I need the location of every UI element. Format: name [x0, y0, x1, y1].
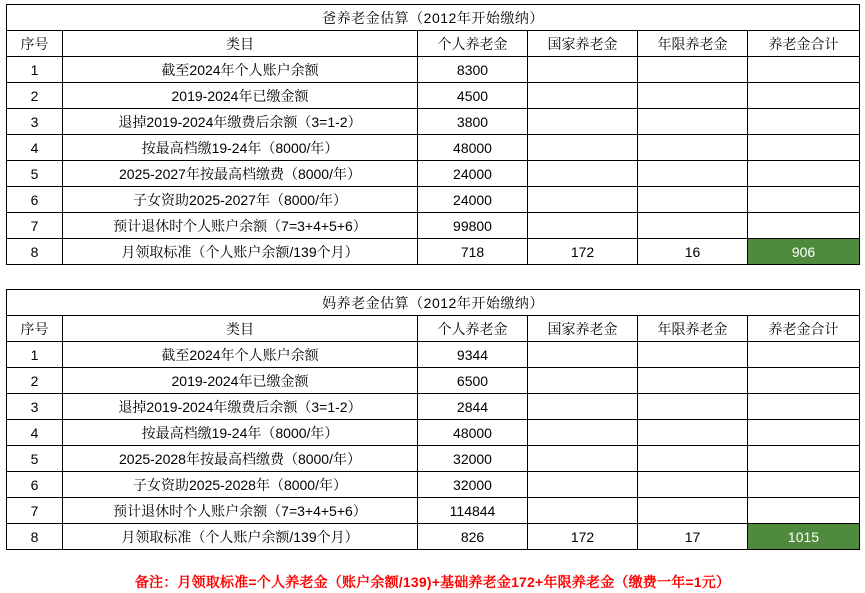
cell-years: [638, 187, 748, 213]
cell-category: 月领取标准（个人账户余额/139个月）: [63, 524, 418, 550]
cell-years: [638, 420, 748, 446]
cell-years: [638, 446, 748, 472]
cell-sum: [748, 420, 860, 446]
cell-no: 7: [7, 213, 63, 239]
cell-category: 2025-2027年按最高档缴费（8000/年）: [63, 161, 418, 187]
cell-years: [638, 135, 748, 161]
cell-category: 2019-2024年已缴金额: [63, 368, 418, 394]
cell-years: [638, 161, 748, 187]
cell-sum: [748, 57, 860, 83]
cell-years: [638, 83, 748, 109]
cell-sum-highlight: 1015: [748, 524, 860, 550]
cell-years: [638, 368, 748, 394]
pension-table-mother: [6, 289, 860, 550]
cell-category: 截至2024年个人账户余额: [63, 342, 418, 368]
column-header-category: 类目: [63, 31, 418, 57]
cell-personal: 114844: [418, 498, 528, 524]
cell-category: 子女资助2025-2028年（8000/年）: [63, 472, 418, 498]
cell-personal: 48000: [418, 420, 528, 446]
cell-years: [638, 109, 748, 135]
cell-no: 2: [7, 368, 63, 394]
table-title-row: [7, 5, 860, 31]
cell-years: 17: [638, 524, 748, 550]
cell-personal: 718: [418, 239, 528, 265]
cell-personal: 24000: [418, 161, 528, 187]
column-header-national: 国家养老金: [528, 316, 638, 342]
table-row: [7, 394, 860, 420]
table-row: [7, 498, 860, 524]
cell-national: [528, 394, 638, 420]
footnote: 备注：月领取标准=个人养老金（账户余额/139)+基础养老金172+年限养老金（缴费一年=1元）: [134, 574, 731, 590]
cell-no: 4: [7, 135, 63, 161]
cell-national: [528, 213, 638, 239]
cell-years: [638, 472, 748, 498]
cell-category: 截至2024年个人账户余额: [63, 57, 418, 83]
cell-years: [638, 213, 748, 239]
cell-personal: 9344: [418, 342, 528, 368]
cell-sum: [748, 187, 860, 213]
table-row: [7, 83, 860, 109]
table-row: [7, 213, 860, 239]
cell-national: [528, 57, 638, 83]
cell-category: 预计退休时个人账户余额（7=3+4+5+6）: [63, 213, 418, 239]
cell-sum: [748, 342, 860, 368]
cell-national: [528, 161, 638, 187]
cell-years: [638, 498, 748, 524]
table-title: 爸养老金估算（2012年开始缴纳）: [7, 5, 860, 31]
table-row: [7, 109, 860, 135]
column-header-no: 序号: [7, 31, 63, 57]
table-header-row: [7, 316, 860, 342]
cell-years: 16: [638, 239, 748, 265]
column-header-category: 类目: [63, 316, 418, 342]
table-total-row: [7, 524, 860, 550]
table-total-row: [7, 239, 860, 265]
cell-no: 6: [7, 472, 63, 498]
cell-no: 4: [7, 420, 63, 446]
table-row: [7, 472, 860, 498]
cell-personal: 32000: [418, 446, 528, 472]
column-header-years: 年限养老金: [638, 316, 748, 342]
cell-category: 月领取标准（个人账户余额/139个月）: [63, 239, 418, 265]
cell-category: 子女资助2025-2027年（8000/年）: [63, 187, 418, 213]
cell-no: 2: [7, 83, 63, 109]
column-header-sum: 养老金合计: [748, 316, 860, 342]
cell-category: 退掉2019-2024年缴费后余额（3=1-2）: [63, 394, 418, 420]
table-header-row: [7, 31, 860, 57]
table-row: [7, 187, 860, 213]
cell-category: 2019-2024年已缴金额: [63, 83, 418, 109]
column-header-no: 序号: [7, 316, 63, 342]
cell-no: 8: [7, 239, 63, 265]
cell-years: [638, 342, 748, 368]
cell-category: 按最高档缴19-24年（8000/年）: [63, 420, 418, 446]
cell-personal: 2844: [418, 394, 528, 420]
column-header-personal: 个人养老金: [418, 31, 528, 57]
cell-category: 退掉2019-2024年缴费后余额（3=1-2）: [63, 109, 418, 135]
cell-sum: [748, 472, 860, 498]
cell-no: 5: [7, 161, 63, 187]
cell-no: 1: [7, 342, 63, 368]
cell-national: [528, 83, 638, 109]
table-row: [7, 420, 860, 446]
table-row: [7, 135, 860, 161]
pension-table-father: [6, 4, 860, 265]
cell-national: [528, 420, 638, 446]
cell-no: 1: [7, 57, 63, 83]
cell-personal: 99800: [418, 213, 528, 239]
cell-national: [528, 498, 638, 524]
table-row: [7, 57, 860, 83]
cell-personal: 3800: [418, 109, 528, 135]
cell-no: 8: [7, 524, 63, 550]
column-header-sum: 养老金合计: [748, 31, 860, 57]
cell-sum: [748, 109, 860, 135]
cell-sum: [748, 368, 860, 394]
cell-personal: 24000: [418, 187, 528, 213]
cell-national: [528, 187, 638, 213]
cell-personal: 826: [418, 524, 528, 550]
table-title: 妈养老金估算（2012年开始缴纳）: [7, 290, 860, 316]
cell-national: [528, 446, 638, 472]
cell-no: 3: [7, 394, 63, 420]
cell-personal: 48000: [418, 135, 528, 161]
table-row: [7, 368, 860, 394]
table-title-row: [7, 290, 860, 316]
table-row: [7, 446, 860, 472]
column-header-years: 年限养老金: [638, 31, 748, 57]
table-spacer: [6, 265, 859, 289]
cell-category: 2025-2028年按最高档缴费（8000/年）: [63, 446, 418, 472]
cell-category: 按最高档缴19-24年（8000/年）: [63, 135, 418, 161]
cell-personal: 6500: [418, 368, 528, 394]
cell-national: [528, 109, 638, 135]
cell-national: [528, 368, 638, 394]
cell-national: [528, 342, 638, 368]
cell-personal: 4500: [418, 83, 528, 109]
cell-sum: [748, 83, 860, 109]
cell-no: 5: [7, 446, 63, 472]
table-row: [7, 161, 860, 187]
cell-years: [638, 57, 748, 83]
cell-no: 7: [7, 498, 63, 524]
cell-national: [528, 472, 638, 498]
cell-national: [528, 135, 638, 161]
cell-category: 预计退休时个人账户余额（7=3+4+5+6）: [63, 498, 418, 524]
cell-sum: [748, 446, 860, 472]
cell-sum-highlight: 906: [748, 239, 860, 265]
column-header-national: 国家养老金: [528, 31, 638, 57]
cell-sum: [748, 498, 860, 524]
cell-no: 6: [7, 187, 63, 213]
cell-sum: [748, 394, 860, 420]
table-row: [7, 342, 860, 368]
cell-years: [638, 394, 748, 420]
column-header-personal: 个人养老金: [418, 316, 528, 342]
cell-personal: 8300: [418, 57, 528, 83]
cell-sum: [748, 161, 860, 187]
cell-national: 172: [528, 239, 638, 265]
cell-no: 3: [7, 109, 63, 135]
cell-sum: [748, 213, 860, 239]
cell-national: 172: [528, 524, 638, 550]
cell-sum: [748, 135, 860, 161]
cell-personal: 32000: [418, 472, 528, 498]
